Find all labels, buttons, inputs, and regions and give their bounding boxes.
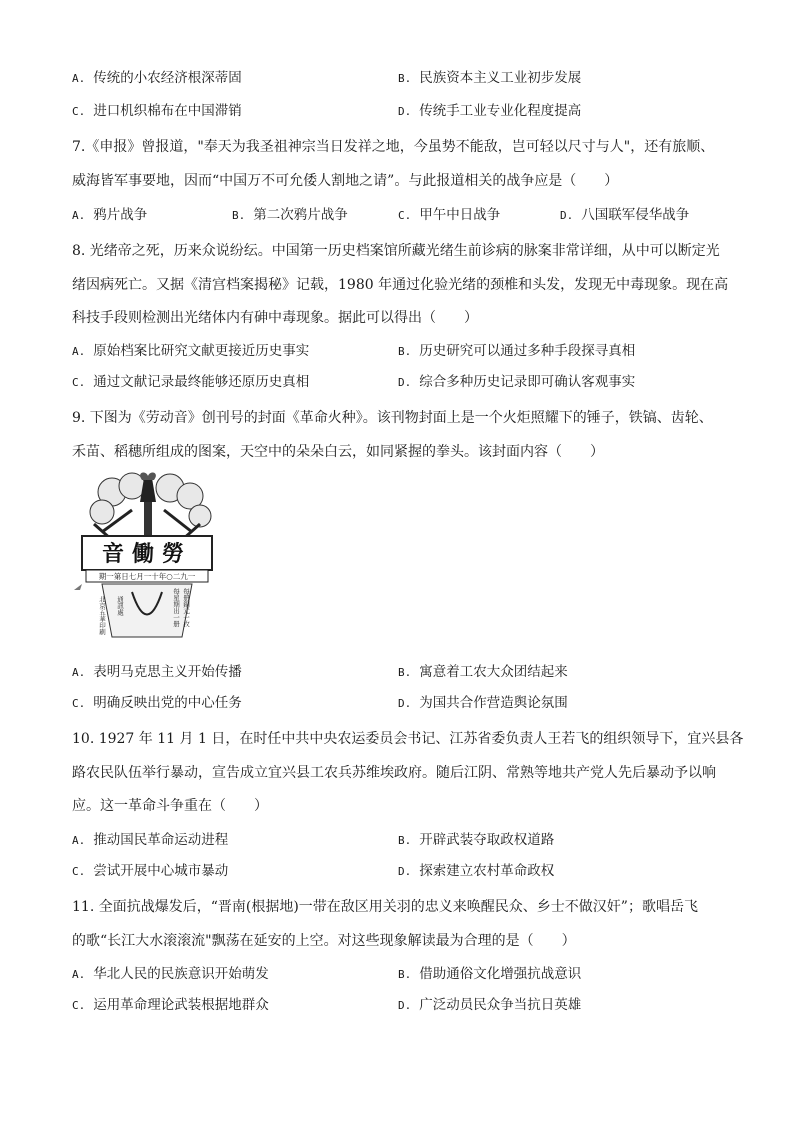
q8-option-c: C. 通过文献记录最终能够还原历史真相 <box>72 374 310 390</box>
q10-option-b: B. 开辟武装夺取政权道路 <box>398 832 555 848</box>
q9-stem-line-2: 禾苗、稻穗所组成的图案，天空中的朵朵白云，如同紧握的拳头。该封面内容（ ） <box>72 444 604 460</box>
q10-option-a: A. 推动国民革命运动进程 <box>72 832 229 848</box>
q11-option-a: A. 华北人民的民族意识开始萌发 <box>72 966 269 982</box>
cover-title: 音働勞 <box>101 541 193 567</box>
q11-stem-line-2: 的歌“长江大水滚滚流"飘荡在延安的上空。对这些现象解读最为合理的是（ ） <box>72 933 576 949</box>
q10-option-d: D. 探索建立农村革命政权 <box>398 863 555 879</box>
q7-option-c: C. 甲午中日战争 <box>398 207 501 223</box>
cover-date-line: 期一第日七月一十年○二九一 <box>98 572 196 581</box>
q9-stem-line-1: 9. 下图为《劳动音》创刊号的封面《革命火种》。该刊物封面上是一个火炬照耀下的锤子，铁镐、齿轮、 <box>72 410 713 426</box>
q8-stem-line-1: 8. 光绪帝之死，历来众说纷纭。中国第一历史档案馆所藏光绪生前诊病的脉案非常详细，从中可以断定光 <box>72 243 720 259</box>
q8-stem-line-2: 绪因病死亡。又据《清宫档案揭秘》记载，1980 年通过化验光绪的颈椎和头发，发现无中毒现象。现在高 <box>72 277 729 293</box>
q6-option-a: A. 传统的小农经济根深蒂固 <box>72 70 242 86</box>
magazine-cover-image <box>72 472 222 642</box>
q8-option-b: B. 历史研究可以通过多种手段探寻真相 <box>398 343 636 359</box>
q6-option-c: C. 进口机织棉布在中国滞销 <box>72 103 242 119</box>
q9-option-b: B. 寓意着工农大众团结起来 <box>398 664 568 680</box>
q10-stem-line-2: 路农民队伍举行暴动，宣告成立宜兴县工农兵苏维埃政府。随后江阴、常熟等地共产党人先后暴动予以响 <box>72 765 716 781</box>
q11-option-c: C. 运用革命理论武装根据地群众 <box>72 997 269 1013</box>
q9-option-c: C. 明确反映出党的中心任务 <box>72 695 242 711</box>
cover-printer-text: 北京五華印刷 <box>98 596 106 635</box>
q8-stem-line-3: 科技手段则检测出光绪体内有砷中毒现象。据此可以得出（ ） <box>72 310 478 326</box>
q7-stem-line-2: 威海皆军事要地，因而“中国万不可允倭人割地之请”。与此报道相关的战争应是（ ） <box>72 173 619 189</box>
q6-option-b: B. 民族资本主义工业初步发展 <box>398 70 582 86</box>
q9-option-d: D. 为国共合作营造舆论氛围 <box>398 695 568 711</box>
q7-option-a: A. 鸦片战争 <box>72 207 148 223</box>
q11-stem-line-1: 11. 全面抗战爆发后，“晋南(根据地)一带在敌区用关羽的忠义来唤醒民众、乡士不做汉奸”；歌唱岳飞 <box>72 899 698 915</box>
q7-option-b: B. 第二次鸦片战争 <box>232 207 348 223</box>
q6-option-d: D. 传统手工业专业化程度提高 <box>398 103 582 119</box>
q7-option-d: D. 八国联军侵华战争 <box>560 207 690 223</box>
q10-stem-line-1: 10. 1927 年 11 月 1 日，在时任中共中央农运委员会书记、江苏省委负责人王若飞的组织领导下，宜兴县各 <box>72 731 744 747</box>
q8-option-a: A. 原始档案比研究文献更接近历史事实 <box>72 343 310 359</box>
q11-option-b: B. 借助通俗文化增强抗战意识 <box>398 966 582 982</box>
cover-frequency-text: 每星期出一册 <box>172 588 180 627</box>
q11-option-d: D. 广泛动员民众争当抗日英雄 <box>398 997 582 1013</box>
q10-option-c: C. 尝试开展中心城市暴动 <box>72 863 229 879</box>
q7-stem-line-1: 7.《申报》曾报道，"奉天为我圣祖神宗当日发祥之地，今虽势不能敌，岂可轻以尺寸与人"，还有旅顺、 <box>72 139 715 155</box>
cover-address-text: 通訊處 <box>116 596 124 616</box>
q9-option-a: A. 表明马克思主义开始传播 <box>72 664 242 680</box>
q10-stem-line-3: 应。这一革命斗争重在（ ） <box>72 798 268 814</box>
q8-option-d: D. 综合多种历史记录即可确认客观事实 <box>398 374 636 390</box>
cover-price-text: 每册銅元一枚 <box>182 588 190 627</box>
